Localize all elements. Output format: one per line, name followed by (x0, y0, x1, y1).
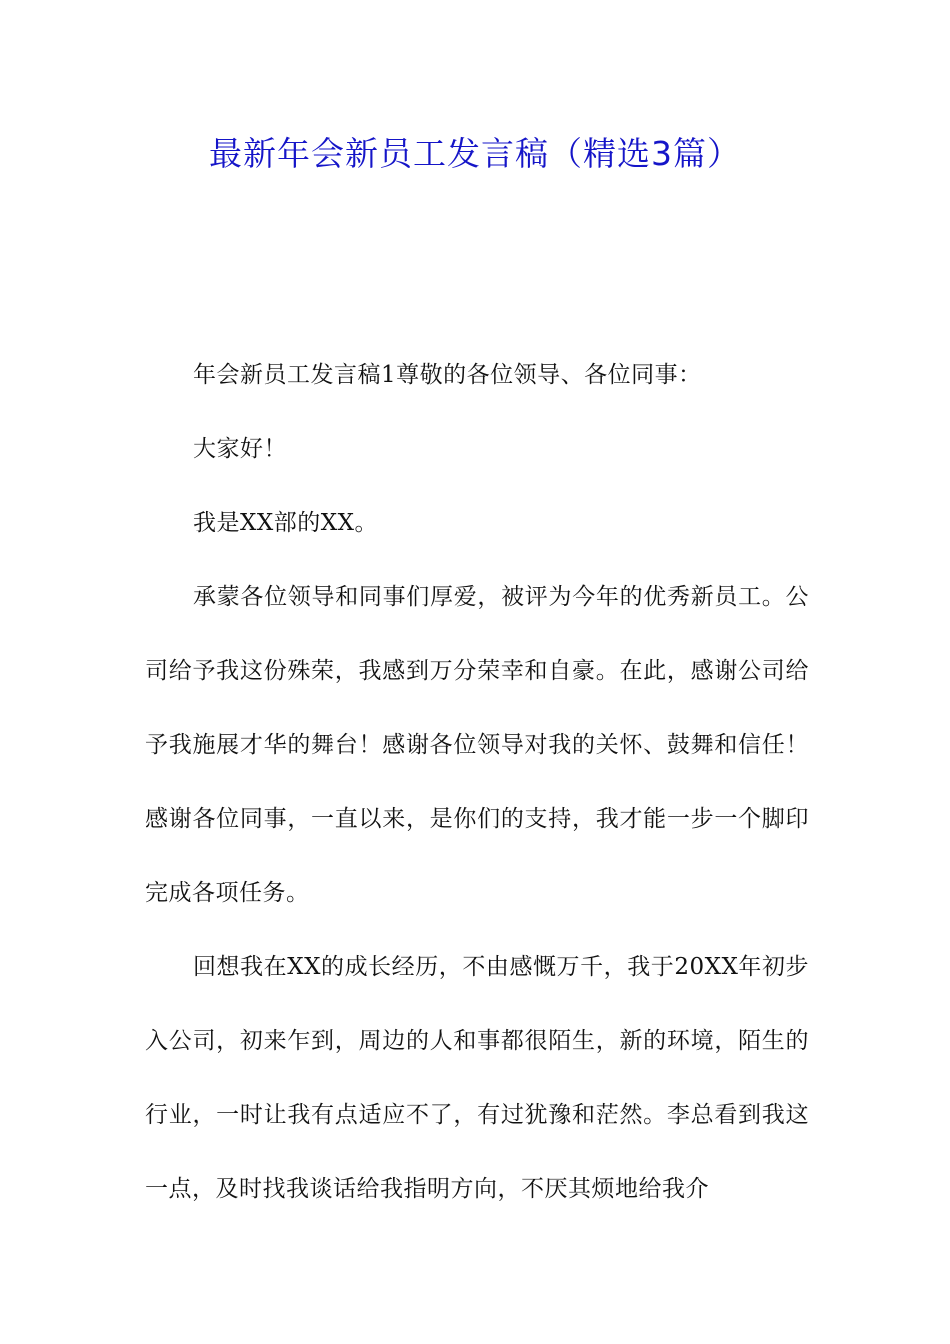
paragraph-greeting-header: 年会新员工发言稿1尊敬的各位领导、各位同事： (193, 362, 702, 388)
paragraph-introduction: 我是XX部的XX。 (193, 510, 378, 536)
paragraph-thanks: 承蒙各位领导和同事们厚爱，被评为今年的优秀新员工。公司给予我这份殊荣，我感到万分荣幸和自豪。在此，感谢公司给予我施展才华的舞台！感谢各位领导对我的关怀、鼓舞和信任！感谢各位同事，一直以来，是你们的支持，我才能一步一个脚印完成各项任务。 (145, 584, 809, 906)
paragraph-recollection: 回想我在XX的成长经历，不由感慨万千，我于20XX年初步入公司，初来乍到，周边的人和事都很陌生，新的环境，陌生的行业，一时让我有点适应不了，有过犹豫和茫然。李总看到我这一点，及时找我谈话给我指明方向，不厌其烦地给我介 (145, 954, 809, 1202)
document-title: 最新年会新员工发言稿（精选3篇） (209, 134, 741, 173)
document-body (145, 338, 809, 1226)
paragraph-hello: 大家好！ (193, 436, 287, 462)
